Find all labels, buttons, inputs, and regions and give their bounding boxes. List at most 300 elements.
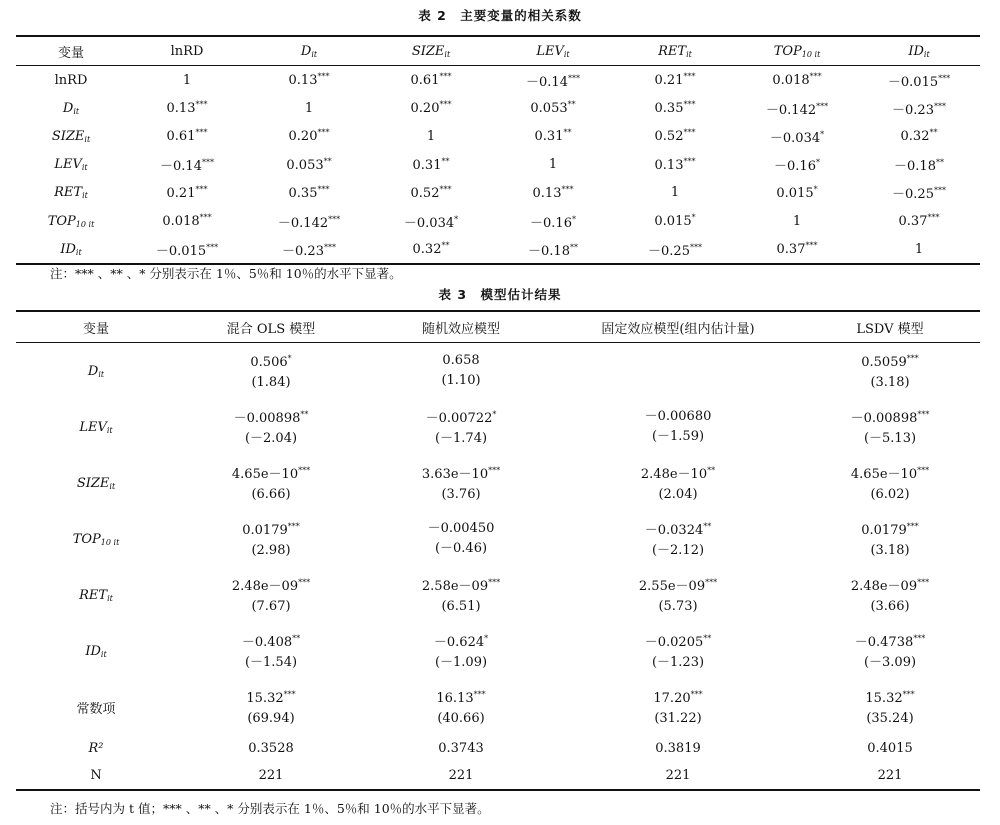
coefficient	[176, 573, 366, 597]
table-cell	[248, 94, 370, 122]
table-cell	[556, 679, 800, 735]
column-header	[736, 36, 858, 66]
row-label	[16, 151, 126, 179]
cell-text: －0.18	[894, 159, 936, 175]
table-cell	[176, 511, 366, 567]
subscript: it	[923, 49, 930, 59]
cell-text: (3.18)	[870, 543, 910, 558]
cell-text: －0.408	[241, 635, 293, 650]
table-row	[16, 343, 980, 400]
t-value	[176, 373, 366, 393]
table-row	[16, 235, 980, 264]
cell-text: (35.24)	[866, 711, 914, 726]
cell-text: 0.21	[654, 73, 684, 89]
cell-text: 0.37	[776, 242, 806, 258]
significance-stars: **	[707, 466, 716, 475]
cell-text: RET	[54, 185, 83, 201]
t-value	[556, 541, 800, 561]
table-row	[16, 679, 980, 735]
significance-stars: **	[935, 158, 944, 168]
t-value	[556, 597, 800, 617]
significance-stars: *	[287, 354, 292, 363]
cell-text: (2.98)	[251, 543, 291, 558]
cell-text: (5.73)	[658, 599, 698, 614]
table-cell	[492, 207, 614, 235]
table-row	[16, 735, 980, 762]
cell-text: (－1.74)	[434, 431, 488, 446]
cell-text: SIZE	[76, 475, 110, 491]
table-cell	[176, 735, 366, 762]
coefficient	[366, 519, 556, 539]
subscript: it	[81, 163, 88, 173]
significance-stars: ***	[206, 242, 219, 252]
significance-stars: ***	[938, 73, 951, 83]
coefficient	[800, 349, 980, 373]
row-label	[16, 679, 176, 735]
cell-text: 0.20	[410, 101, 440, 117]
table2-title: 表 2 主要变量的相关系数	[418, 8, 582, 23]
cell-text: (31.22)	[654, 711, 702, 726]
significance-stars: ***	[809, 72, 822, 82]
cell-text: (6.66)	[251, 487, 291, 502]
significance-stars: ***	[689, 242, 702, 252]
cell-text: (6.51)	[441, 599, 481, 614]
cell-text: LEV	[54, 157, 82, 173]
cell-text: －0.00722	[425, 411, 493, 426]
table-cell	[366, 343, 556, 400]
table-header-row	[16, 311, 980, 343]
cell-text: 2.48e－10	[640, 467, 708, 482]
column-header	[556, 311, 800, 343]
table2-note: 注：*** 、** 、* 分别表示在 1％、5％和 10％的水平下显著。	[50, 266, 402, 281]
significance-stars: **	[569, 242, 578, 252]
row-label	[16, 762, 176, 790]
table-cell	[492, 122, 614, 150]
cell-text: 0.4015	[867, 741, 913, 756]
t-value	[556, 653, 800, 673]
coefficient	[366, 573, 556, 597]
significance-stars: ***	[488, 578, 501, 587]
row-label	[16, 235, 126, 264]
cell-text: (－1.09)	[434, 655, 488, 670]
cell-text: 0.31	[412, 157, 442, 173]
coefficient	[176, 685, 366, 709]
cell-text: ID	[60, 241, 76, 257]
subscript: it	[109, 481, 116, 491]
table-header-row	[16, 36, 980, 66]
coefficient	[366, 461, 556, 485]
table-cell	[858, 151, 980, 179]
cell-text: －0.00898	[233, 411, 301, 426]
cell-text: 2.48e－09	[231, 579, 299, 594]
cell-text: 0.32	[900, 129, 930, 145]
cell-text: －0.14	[526, 74, 568, 90]
cell-text: 1	[304, 100, 314, 116]
t-value	[176, 541, 366, 561]
table-cell	[800, 511, 980, 567]
table-cell	[370, 179, 492, 207]
table-cell	[370, 151, 492, 179]
cell-text: 1	[670, 185, 680, 201]
table-cell	[614, 207, 736, 235]
table-cell	[492, 179, 614, 207]
column-header	[176, 311, 366, 343]
t-value	[176, 597, 366, 617]
cell-text: (－0.46)	[434, 541, 488, 556]
table-cell	[736, 94, 858, 122]
table-cell	[736, 235, 858, 264]
table-row	[16, 399, 980, 455]
cell-text: (1.84)	[251, 375, 291, 390]
column-header	[614, 36, 736, 66]
cell-text: ID	[908, 43, 924, 59]
cell-text: 0.506	[250, 355, 288, 370]
t-value	[800, 541, 980, 561]
row-label	[16, 66, 126, 95]
table-cell	[800, 762, 980, 790]
cell-text: 变量	[82, 321, 109, 337]
cell-text: 1	[426, 128, 436, 144]
cell-text: －0.034	[403, 215, 455, 231]
cell-text: 16.13	[436, 691, 474, 706]
table-cell	[248, 235, 370, 264]
table3-note: 注：括号内为 t 值；*** 、** 、* 分别表示在 1％、5％和 10％的水平下显著。	[50, 801, 490, 816]
significance-stars: *	[820, 129, 825, 139]
significance-stars: ***	[683, 156, 696, 166]
table-cell	[556, 511, 800, 567]
t-value	[366, 485, 556, 505]
significance-stars: ***	[902, 690, 915, 699]
cell-text: (6.02)	[870, 487, 910, 502]
table-row	[16, 94, 980, 122]
table-cell	[370, 207, 492, 235]
table-cell	[614, 151, 736, 179]
table-row	[16, 207, 980, 235]
table-cell	[366, 679, 556, 735]
table-cell	[614, 235, 736, 264]
significance-stars: ***	[917, 578, 930, 587]
table-cell	[366, 623, 556, 679]
cell-text: 4.65e－10	[231, 467, 299, 482]
cell-text: －0.4738	[854, 635, 914, 650]
t-value	[800, 653, 980, 673]
cell-text: －0.034	[769, 130, 821, 146]
significance-stars: ***	[705, 578, 718, 587]
table-row	[16, 122, 980, 150]
cell-text: －0.23	[282, 243, 324, 259]
column-header	[16, 36, 126, 66]
cell-text: LEV	[536, 43, 564, 59]
significance-stars: **	[441, 241, 450, 251]
significance-stars: ***	[927, 213, 940, 223]
cell-text: 0.13	[654, 157, 684, 173]
significance-stars: *	[571, 214, 576, 224]
table-cell	[556, 623, 800, 679]
significance-stars: ***	[195, 184, 208, 194]
table-cell	[176, 455, 366, 511]
significance-stars: ***	[199, 213, 212, 223]
significance-stars: ***	[683, 128, 696, 138]
table-cell	[248, 122, 370, 150]
table-cell	[366, 735, 556, 762]
table-cell	[366, 455, 556, 511]
cell-text: －0.00898	[850, 411, 918, 426]
cell-text: (40.66)	[437, 711, 485, 726]
cell-text: 15.32	[865, 691, 903, 706]
table-cell	[556, 455, 800, 511]
table-cell	[614, 122, 736, 150]
significance-stars: *	[454, 214, 459, 224]
cell-text: －0.14	[160, 159, 202, 175]
cell-text: 0.3743	[438, 741, 484, 756]
t-value	[366, 429, 556, 449]
table-cell	[370, 122, 492, 150]
subscript: it	[106, 425, 113, 435]
table-cell	[248, 151, 370, 179]
cell-text: －0.142	[277, 215, 329, 231]
cell-text: 0.13	[166, 101, 196, 117]
significance-stars: **	[323, 156, 332, 166]
coefficient	[800, 405, 980, 429]
significance-stars: ***	[917, 466, 930, 475]
cell-text: (2.04)	[658, 487, 698, 502]
coefficient	[800, 629, 980, 653]
table-row	[16, 567, 980, 623]
significance-stars: ***	[906, 522, 919, 531]
t-value	[366, 539, 556, 559]
row-label	[16, 455, 176, 511]
column-header	[16, 311, 176, 343]
cell-text: (－1.59)	[651, 429, 705, 444]
cell-text: －0.25	[648, 243, 690, 259]
subscript: it	[73, 106, 80, 116]
table-row	[16, 623, 980, 679]
significance-stars: ***	[287, 522, 300, 531]
table-cell	[858, 122, 980, 150]
subscript: it	[100, 649, 107, 659]
table-cell	[176, 399, 366, 455]
significance-stars: *	[691, 213, 696, 223]
cell-text: 0.61	[410, 73, 440, 89]
cell-text: D	[300, 43, 312, 59]
table-cell	[858, 66, 980, 95]
column-header	[858, 36, 980, 66]
cell-text: 2.58e－09	[421, 579, 489, 594]
cell-text: －0.00450	[427, 521, 495, 536]
cell-text: 2.55e－09	[638, 579, 706, 594]
cell-text: 17.20	[653, 691, 691, 706]
cell-text: R²	[88, 741, 104, 756]
column-header	[126, 36, 248, 66]
cell-text: 221	[665, 768, 691, 783]
significance-stars: *	[484, 634, 489, 643]
table-cell	[736, 179, 858, 207]
coefficient	[556, 573, 800, 597]
cell-text: 0.3819	[655, 741, 701, 756]
row-label	[16, 179, 126, 207]
significance-stars: ***	[816, 101, 829, 111]
significance-stars: ***	[906, 354, 919, 363]
table-cell	[126, 207, 248, 235]
significance-stars: ***	[439, 72, 452, 82]
cell-text: 221	[877, 768, 903, 783]
cell-text: D	[62, 100, 74, 116]
cell-text: －0.0205	[644, 635, 704, 650]
table-cell	[370, 66, 492, 95]
correlation-table	[16, 35, 980, 265]
column-header	[366, 311, 556, 343]
table-cell	[800, 623, 980, 679]
table-cell	[176, 762, 366, 790]
row-label	[16, 122, 126, 150]
table-cell	[492, 151, 614, 179]
table-cell	[248, 207, 370, 235]
column-header	[492, 36, 614, 66]
cell-text: 0.35	[654, 101, 684, 117]
coefficient	[366, 405, 556, 429]
table-cell	[176, 567, 366, 623]
subscript: 10 it	[100, 537, 120, 547]
cell-text: (69.94)	[247, 711, 295, 726]
table-cell	[614, 94, 736, 122]
table-cell	[614, 66, 736, 95]
row-label	[16, 343, 176, 400]
cell-text: －0.0324	[644, 523, 704, 538]
cell-text: 0.32	[412, 242, 442, 258]
t-value	[800, 485, 980, 505]
row-label	[16, 735, 176, 762]
significance-stars: *	[815, 158, 820, 168]
estimation-table	[16, 310, 980, 791]
cell-text: 0.018	[772, 73, 810, 89]
coefficient	[366, 629, 556, 653]
table-row	[16, 66, 980, 95]
table-cell	[614, 179, 736, 207]
t-value	[800, 373, 980, 393]
significance-stars: **	[567, 100, 576, 110]
row-label	[16, 207, 126, 235]
significance-stars: **	[292, 634, 301, 643]
table-cell	[556, 735, 800, 762]
table-cell	[248, 179, 370, 207]
table-cell	[736, 66, 858, 95]
table-cell	[370, 94, 492, 122]
cell-text: N	[90, 768, 102, 783]
coefficient	[800, 461, 980, 485]
cell-text: LSDV 模型	[856, 321, 924, 337]
subscript: it	[563, 49, 570, 59]
cell-text: －0.015	[155, 243, 207, 259]
cell-text: 0.21	[166, 185, 196, 201]
cell-text: 0.35	[288, 185, 318, 201]
table-cell	[492, 235, 614, 264]
significance-stars: ***	[317, 72, 330, 82]
cell-text: TOP	[72, 531, 101, 547]
cell-text: (3.66)	[870, 599, 910, 614]
table-cell	[176, 679, 366, 735]
cell-text: 0.015	[654, 214, 692, 230]
table-cell	[370, 235, 492, 264]
significance-stars: ***	[473, 690, 486, 699]
significance-stars: ***	[195, 100, 208, 110]
cell-text: 0.61	[166, 129, 196, 145]
subscript: it	[75, 247, 82, 257]
cell-text: (－3.09)	[863, 655, 917, 670]
coefficient	[176, 461, 366, 485]
significance-stars: ***	[328, 214, 341, 224]
cell-text: 0.13	[288, 73, 318, 89]
coefficient	[366, 351, 556, 371]
significance-stars: **	[563, 128, 572, 138]
table-cell	[800, 399, 980, 455]
cell-text: 常数项	[76, 701, 116, 717]
row-label	[16, 511, 176, 567]
t-value	[556, 427, 800, 447]
table-cell	[126, 235, 248, 264]
cell-text: 1	[182, 72, 192, 88]
significance-stars: *	[492, 410, 497, 419]
significance-stars: **	[929, 128, 938, 138]
t-value	[176, 653, 366, 673]
t-value	[366, 709, 556, 729]
coefficient	[556, 407, 800, 427]
subscript: it	[686, 49, 692, 59]
t-value	[366, 653, 556, 673]
t-value	[366, 371, 556, 391]
cell-text: 1	[792, 213, 802, 229]
cell-text: －0.015	[887, 74, 939, 90]
significance-stars: *	[813, 184, 818, 194]
significance-stars: ***	[439, 100, 452, 110]
t-value	[800, 597, 980, 617]
cell-text: 0.52	[654, 129, 684, 145]
coefficient	[176, 629, 366, 653]
table-cell	[126, 179, 248, 207]
significance-stars: **	[300, 410, 309, 419]
table-cell	[126, 66, 248, 95]
significance-stars: ***	[283, 690, 296, 699]
cell-text: 0.053	[530, 101, 568, 117]
significance-stars: ***	[561, 184, 574, 194]
table-cell	[126, 94, 248, 122]
cell-text: TOP	[773, 43, 802, 59]
cell-text: 0.658	[442, 353, 480, 368]
coefficient	[556, 629, 800, 653]
table-row	[16, 511, 980, 567]
significance-stars: ***	[323, 242, 336, 252]
cell-text: SIZE	[411, 43, 445, 59]
cell-text: 0.018	[162, 214, 200, 230]
cell-text: 0.015	[776, 185, 814, 201]
cell-text: D	[87, 363, 99, 379]
cell-text: (7.67)	[251, 599, 291, 614]
significance-stars: ***	[933, 101, 946, 111]
table-cell	[556, 567, 800, 623]
table-cell	[126, 122, 248, 150]
cell-text: 4.65e－10	[850, 467, 918, 482]
cell-text: －0.16	[774, 159, 816, 175]
table-cell	[492, 66, 614, 95]
coefficient	[176, 517, 366, 541]
cell-text: (－2.04)	[244, 431, 298, 446]
significance-stars: ***	[488, 466, 501, 475]
cell-text: 0.37	[898, 214, 928, 230]
row-label	[16, 623, 176, 679]
cell-text: －0.16	[530, 215, 572, 231]
cell-text: 变量	[57, 45, 84, 61]
table3-title: 表 3 模型估计结果	[438, 287, 562, 302]
coefficient	[366, 685, 556, 709]
